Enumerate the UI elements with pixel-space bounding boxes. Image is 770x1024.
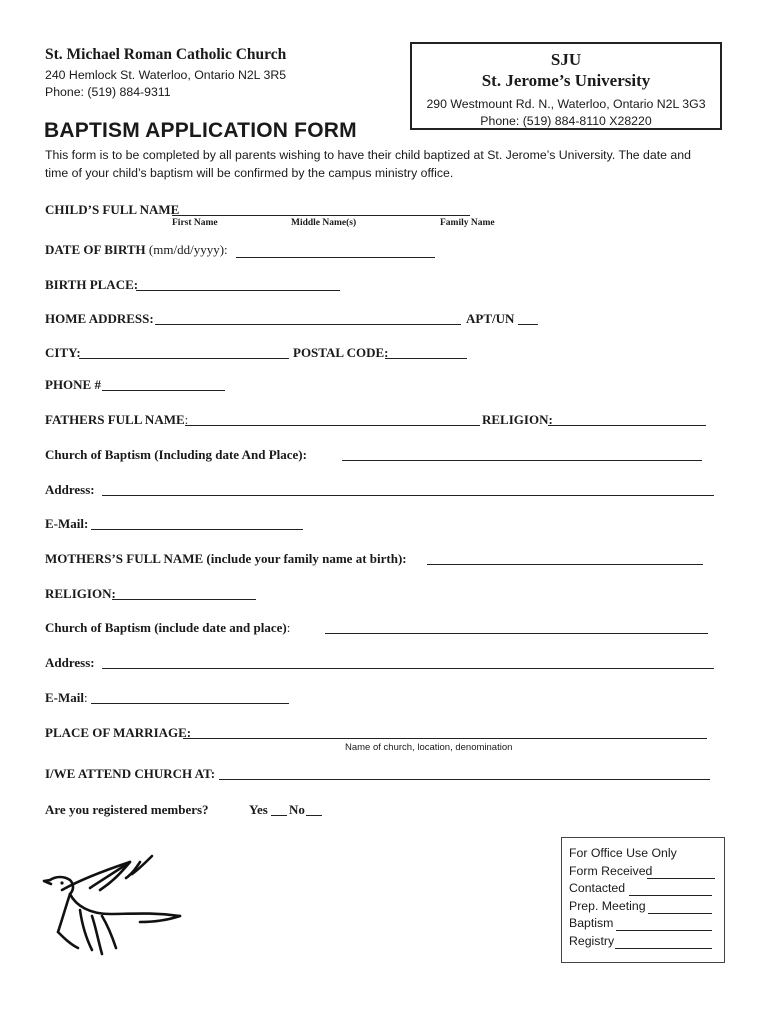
mother-email-label-text: E-Mail <box>45 690 84 705</box>
family-name-hint: Family Name <box>440 218 495 228</box>
father-name-field[interactable] <box>185 425 480 426</box>
church-address: 240 Hemlock St. Waterloo, Ontario N2L 3R5 <box>45 68 287 82</box>
father-name-label-text: FATHERS FULL NAME <box>45 412 185 427</box>
dove-icon <box>40 850 190 960</box>
office-use-box <box>561 837 725 963</box>
father-email-field[interactable] <box>91 529 303 530</box>
apt-field[interactable] <box>518 324 538 325</box>
mother-email-colon: : <box>84 690 88 705</box>
city-label: CITY: <box>45 345 81 360</box>
phone-field[interactable] <box>102 390 225 391</box>
postal-code-label: POSTAL CODE: <box>293 345 389 360</box>
home-address-label: HOME ADDRESS: <box>45 311 154 326</box>
office-prep-label: Prep. Meeting <box>569 899 646 913</box>
mother-church-colon: : <box>286 620 291 635</box>
attend-church-label: I/WE ATTEND CHURCH AT: <box>45 766 216 781</box>
father-name-label <box>45 412 188 428</box>
place-of-marriage-label: PLACE OF MARRIAGE: <box>45 725 192 740</box>
registered-question: Are you registered members? <box>45 802 209 817</box>
father-church-label: Church of Baptism (Including date And Place): <box>45 447 307 462</box>
father-church-field[interactable] <box>342 460 702 461</box>
dob-label <box>45 242 228 258</box>
child-name-field[interactable] <box>172 215 470 216</box>
father-name-colon: : <box>184 412 189 427</box>
sju-address: 290 Westmount Rd. N., Waterloo, Ontario N2L 3G3 <box>426 97 706 111</box>
marriage-hint: Name of church, location, denomination <box>345 742 513 753</box>
dob-label-text: DATE OF BIRTH <box>45 242 146 257</box>
mother-address-field[interactable] <box>102 668 714 669</box>
mother-religion-field[interactable] <box>112 599 256 600</box>
sju-abbr: SJU <box>550 50 582 69</box>
mother-church-label <box>45 620 290 636</box>
city-field[interactable] <box>79 358 289 359</box>
attend-church-field[interactable] <box>219 779 710 780</box>
mother-name-field[interactable] <box>427 564 703 565</box>
office-received-label: Form Received <box>569 864 653 878</box>
sju-name: St. Jerome’s University <box>481 71 651 90</box>
father-email-label: E-Mail: <box>45 516 89 531</box>
church-phone: Phone: (519) 884-9311 <box>45 85 171 99</box>
mother-religion-label: RELIGION: <box>45 586 116 601</box>
apt-label: APT/UN <box>466 311 515 326</box>
child-name-label: CHILD’S FULL NAME <box>45 202 180 217</box>
intro-line-1: This form is to be completed by all parents wishing to have their child baptized at St. Jerome’s University. The date and <box>45 148 691 162</box>
mother-email-label <box>45 690 88 706</box>
intro-line-2: time of your child’s baptism will be confirmed by the campus ministry office. <box>45 166 454 180</box>
mother-church-label-text: Church of Baptism (include date and place) <box>45 620 287 635</box>
office-contacted-field[interactable] <box>629 895 712 896</box>
middle-name-hint: Middle Name(s) <box>291 218 357 228</box>
father-address-field[interactable] <box>102 495 714 496</box>
mother-address-label: Address: <box>45 655 95 670</box>
church-name: St. Michael Roman Catholic Church <box>45 46 287 63</box>
office-title: For Office Use Only <box>569 846 677 860</box>
birth-place-field[interactable] <box>136 290 340 291</box>
father-religion-label: RELIGION: <box>482 412 553 427</box>
first-name-hint: First Name <box>172 218 218 228</box>
yes-label: Yes <box>249 802 268 817</box>
place-of-marriage-field[interactable] <box>183 738 707 739</box>
mother-church-field[interactable] <box>325 633 708 634</box>
birth-place-label: BIRTH PLACE: <box>45 277 139 292</box>
dob-field[interactable] <box>236 257 435 258</box>
father-address-label: Address: <box>45 482 95 497</box>
office-baptism-field[interactable] <box>616 930 712 931</box>
office-contacted-label: Contacted <box>569 881 626 895</box>
phone-label: PHONE # <box>45 377 101 392</box>
office-registry-label: Registry <box>569 934 615 948</box>
postal-code-field[interactable] <box>385 358 467 359</box>
sju-phone: Phone: (519) 884-8110 X28220 <box>480 114 652 128</box>
dob-format: (mm/dd/yyyy): <box>148 242 228 257</box>
no-field[interactable] <box>306 815 322 816</box>
mother-email-field[interactable] <box>91 703 289 704</box>
office-received-field[interactable] <box>647 878 715 879</box>
mother-name-label: MOTHERS’S FULL NAME (include your family name at birth): <box>45 551 407 566</box>
no-label: No <box>289 802 305 817</box>
father-religion-field[interactable] <box>548 425 706 426</box>
office-registry-field[interactable] <box>615 948 712 949</box>
office-prep-field[interactable] <box>648 913 712 914</box>
home-address-field[interactable] <box>155 324 461 325</box>
yes-field[interactable] <box>271 815 287 816</box>
sju-box <box>410 42 722 130</box>
form-title: BAPTISM APPLICATION FORM <box>44 119 357 142</box>
office-baptism-label: Baptism <box>569 916 614 930</box>
